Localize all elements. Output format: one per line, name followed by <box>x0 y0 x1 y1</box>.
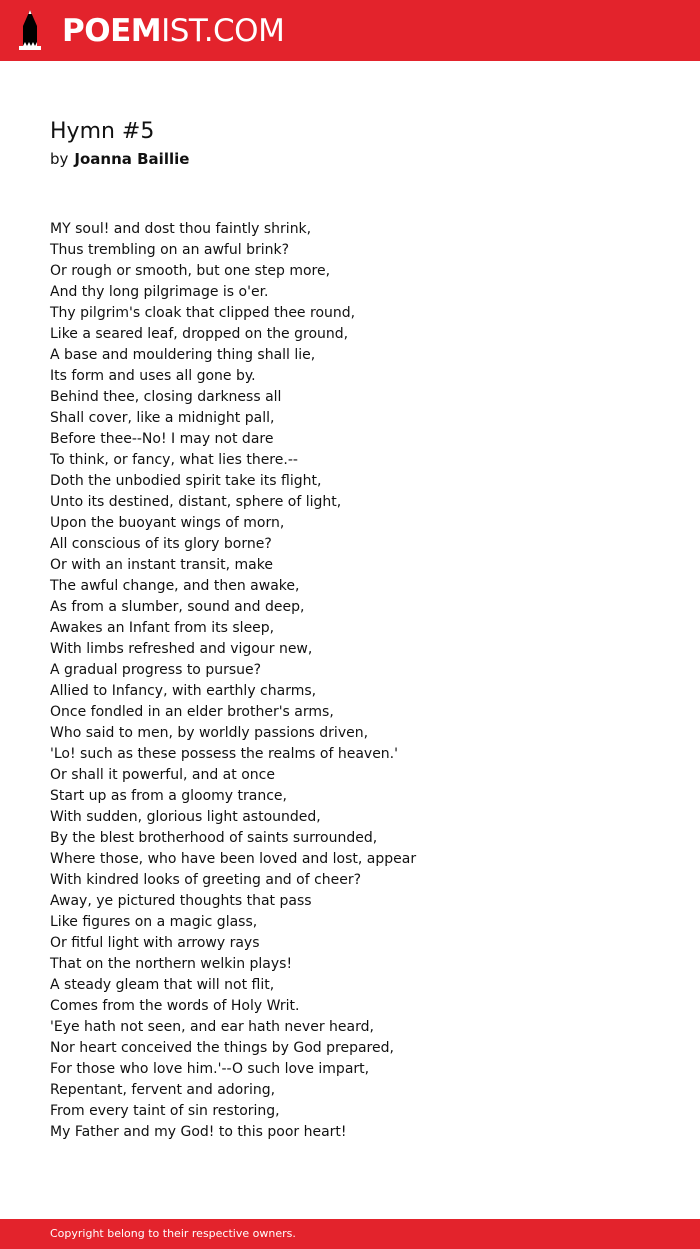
poem-line: Who said to men, by worldly passions driven, <box>50 725 369 741</box>
logo-light-text: IST.COM <box>161 13 285 49</box>
poem-line: That on the northern welkin plays! <box>50 956 293 972</box>
poem-line: Away, ye pictured thoughts that pass <box>50 893 312 909</box>
poem-line: Start up as from a gloomy trance, <box>50 788 287 804</box>
poem-line: Thus trembling on an awful brink? <box>50 242 290 258</box>
poem-line: Before thee--No! I may not dare <box>50 431 274 447</box>
poem-line: Comes from the words of Holy Writ. <box>50 998 300 1014</box>
poem-title: Hymn #5 <box>50 119 155 144</box>
poem-line: Its form and uses all gone by. <box>50 368 256 384</box>
poem-line: With limbs refreshed and vigour new, <box>50 641 313 657</box>
poem-body <box>50 219 650 1143</box>
poem-line: For those who love him.'--O such love impart, <box>50 1061 370 1077</box>
poem-line: Or fitful light with arrowy rays <box>50 935 260 951</box>
poem-line: Unto its destined, distant, sphere of light, <box>50 494 342 510</box>
poem-line: Shall cover, like a midnight pall, <box>50 410 275 426</box>
poem-line: A gradual progress to pursue? <box>50 662 262 678</box>
by-label: by <box>50 150 69 168</box>
poem-line: Upon the buoyant wings of morn, <box>50 515 285 531</box>
byline <box>50 148 189 170</box>
poem-line: Like a seared leaf, dropped on the ground, <box>50 326 349 342</box>
poem-line: By the blest brotherhood of saints surrounded, <box>50 830 378 846</box>
poem-line: Or with an instant transit, make <box>50 557 273 573</box>
poem-line: Once fondled in an elder brother's arms, <box>50 704 334 720</box>
author-name: Joanna Baillie <box>74 150 190 168</box>
poem-line: From every taint of sin restoring, <box>50 1103 280 1119</box>
poem-line: With kindred looks of greeting and of cheer? <box>50 872 362 888</box>
poem-line: Or rough or smooth, but one step more, <box>50 263 331 279</box>
poem-line: All conscious of its glory borne? <box>50 536 272 552</box>
poem-line: A base and mouldering thing shall lie, <box>50 347 316 363</box>
poem-line: Or shall it powerful, and at once <box>50 767 275 783</box>
poem-line: As from a slumber, sound and deep, <box>50 599 305 615</box>
poem-line: 'Eye hath not seen, and ear hath never heard, <box>50 1019 374 1035</box>
site-logo[interactable] <box>62 13 284 49</box>
site-footer <box>0 1219 700 1249</box>
poem-line: Behind thee, closing darkness all <box>50 389 282 405</box>
poem-line: And thy long pilgrimage is o'er. <box>50 284 269 300</box>
poem-line: Thy pilgrim's cloak that clipped thee round, <box>50 305 356 321</box>
poem-line: Doth the unbodied spirit take its flight, <box>50 473 322 489</box>
poem-line: 'Lo! such as these possess the realms of heaven.' <box>50 746 398 762</box>
pen-nib-icon[interactable] <box>17 9 43 51</box>
poem-line: With sudden, glorious light astounded, <box>50 809 321 825</box>
poem-line: A steady gleam that will not flit, <box>50 977 275 993</box>
copyright-text: Copyright belong to their respective owners. <box>50 1227 296 1240</box>
poem-line: Allied to Infancy, with earthly charms, <box>50 683 317 699</box>
poem-line: To think, or fancy, what lies there.-- <box>50 452 298 468</box>
site-header <box>0 0 700 61</box>
poem-line: MY soul! and dost thou faintly shrink, <box>50 221 312 237</box>
poem-line: Nor heart conceived the things by God prepared, <box>50 1040 394 1056</box>
logo-bold-text: POEM <box>62 13 162 49</box>
poem-line: Awakes an Infant from its sleep, <box>50 620 275 636</box>
poem-line: Repentant, fervent and adoring, <box>50 1082 276 1098</box>
poem-line: Like figures on a magic glass, <box>50 914 258 930</box>
poem-line: The awful change, and then awake, <box>50 578 300 594</box>
poem-line: Where those, who have been loved and lost, appear <box>50 851 417 867</box>
poem-line: My Father and my God! to this poor heart! <box>50 1124 347 1140</box>
